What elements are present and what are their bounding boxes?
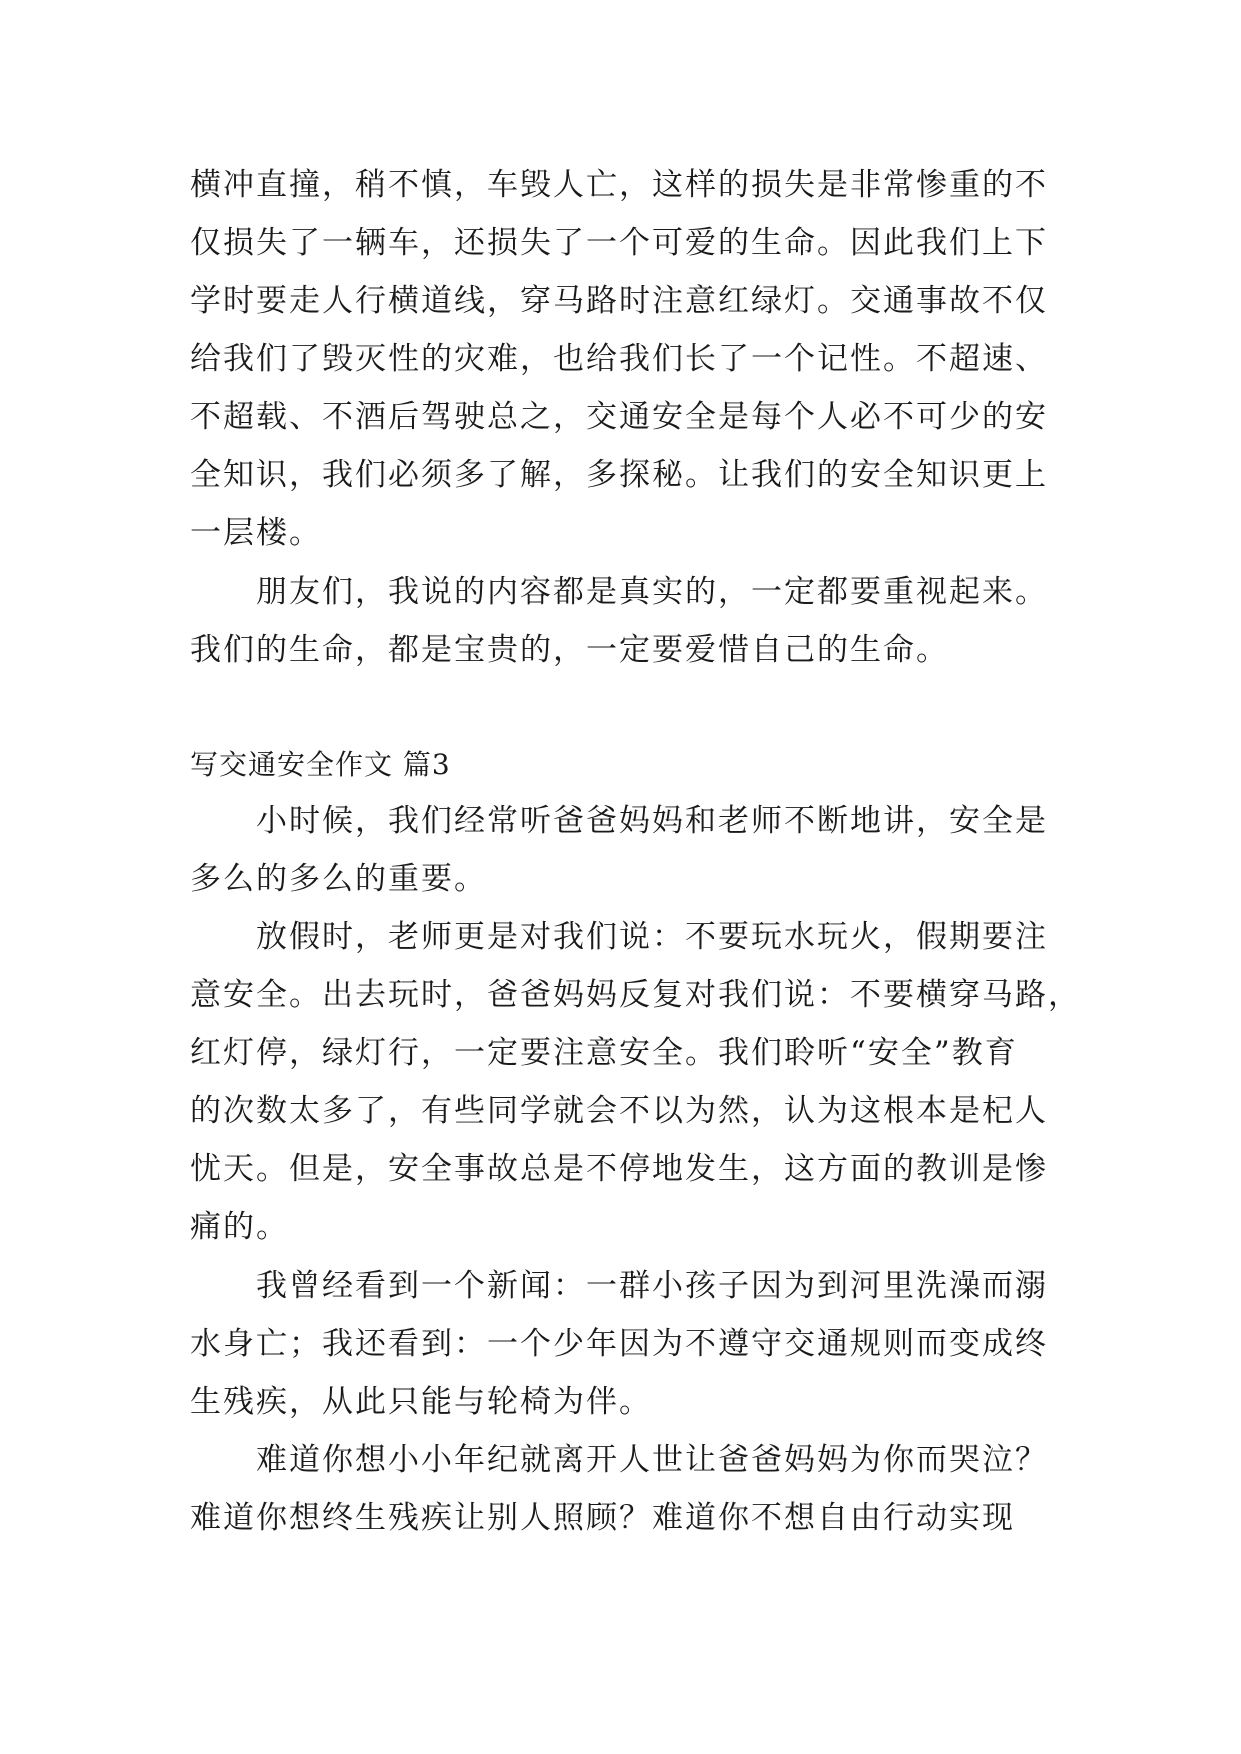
text-line: 放假时，老师更是对我们说：不要玩水玩火，假期要注 — [190, 919, 1048, 955]
text-line: 朋友们，我说的内容都是真实的，一定都要重视起来。 — [190, 574, 1048, 610]
text-line: 难道你想终生残疾让别人照顾？难道你不想自由行动实现 — [190, 1500, 1015, 1536]
text-line: 一层楼。 — [190, 515, 322, 551]
text-line: 全知识，我们必须多了解，多探秘。让我们的安全知识更上 — [190, 457, 1048, 493]
text-line: 红灯停，绿灯行，一定要注意安全。我们聆听“安全”教育 — [190, 1035, 1018, 1071]
text-line: 不超载、不酒后驾驶总之，交通安全是每个人必不可少的安 — [190, 399, 1048, 435]
text-line: 我曾经看到一个新闻：一群小孩子因为到河里洗澡而溺 — [190, 1268, 1048, 1304]
text-line: 给我们了毁灭性的灾难，也给我们长了一个记性。不超速、 — [190, 341, 1048, 377]
text-line: 学时要走人行横道线，穿马路时注意红绿灯。交通事故不仅 — [190, 283, 1048, 319]
text-line: 的次数太多了，有些同学就会不以为然，认为这根本是杞人 — [190, 1093, 1048, 1129]
text-line: 横冲直撞，稍不慎，车毁人亡，这样的损失是非常惨重的不 — [190, 167, 1048, 203]
text-line: 多么的多么的重要。 — [190, 861, 487, 897]
text-line: 痛的。 — [190, 1209, 289, 1245]
text-line: 意安全。出去玩时，爸爸妈妈反复对我们说：不要横穿马路， — [190, 977, 1081, 1013]
text-line: 生残疾，从此只能与轮椅为伴。 — [190, 1384, 652, 1420]
text-line: 仅损失了一辆车，还损失了一个可爱的生命。因此我们上下 — [190, 225, 1048, 261]
text-line: 难道你想小小年纪就离开人世让爸爸妈妈为你而哭泣？ — [190, 1442, 1048, 1478]
text-line: 水身亡；我还看到：一个少年因为不遵守交通规则而变成终 — [190, 1326, 1048, 1362]
text-line: 我们的生命，都是宝贵的，一定要爱惜自己的生命。 — [190, 632, 949, 668]
section-heading: 写交通安全作文 篇3 — [190, 748, 451, 781]
text-line: 小时候，我们经常听爸爸妈妈和老师不断地讲，安全是 — [190, 803, 1048, 839]
text-line: 忧天。但是，安全事故总是不停地发生，这方面的教训是惨 — [190, 1151, 1048, 1187]
